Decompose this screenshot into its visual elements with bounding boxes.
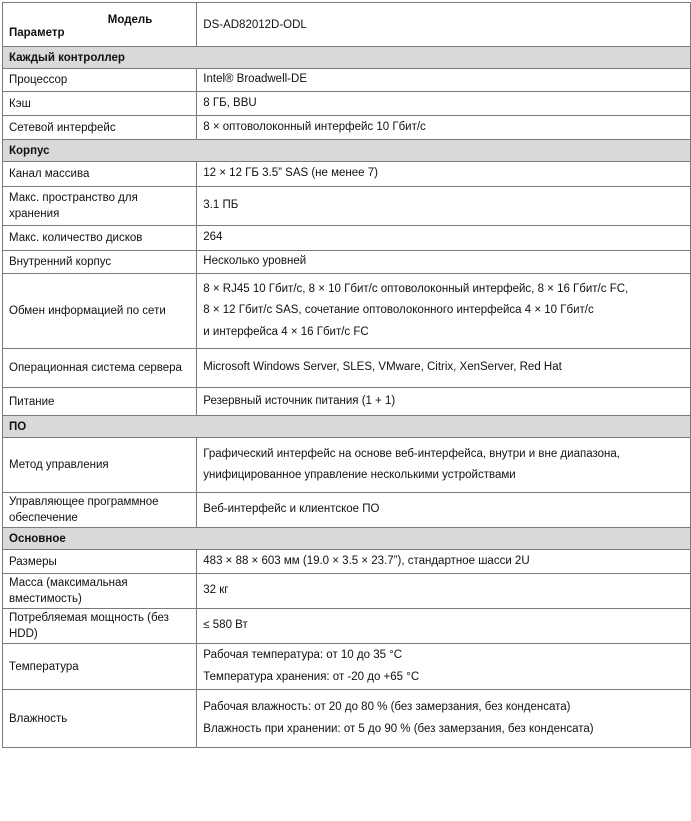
value-cell: [197, 550, 691, 574]
section-title: Каждый контроллер: [3, 47, 691, 69]
param-cell: Сетевой интерфейс: [3, 116, 197, 140]
value-line: Microsoft Windows Server, SLES, VMware, Citrix, XenServer, Red Hat: [203, 361, 562, 374]
param-cell: Обмен информацией по сети: [3, 274, 197, 349]
table-row: [3, 92, 691, 116]
section-title: Корпус: [3, 140, 691, 162]
table-row: [3, 274, 691, 349]
table-row: [3, 644, 691, 690]
value-cell: [197, 609, 691, 644]
table-row: [3, 388, 691, 416]
value-cell: [197, 690, 691, 748]
param-cell: Управляющее программное обеспечение: [3, 493, 197, 528]
value-cell: [197, 274, 691, 349]
value-line: Графический интерфейс на основе веб-интерфейса, внутри и вне диапазона,: [203, 447, 620, 460]
spec-table-body: [3, 3, 691, 748]
table-row: [3, 349, 691, 388]
model-label: Модель: [107, 14, 153, 26]
param-cell: Внутренний корпус: [3, 251, 197, 274]
table-row: [3, 493, 691, 528]
value-line: 12 × 12 ГБ 3.5” SAS (не менее 7): [203, 167, 378, 180]
table-row: [3, 162, 691, 187]
value-line: и интерфейса 4 × 16 Гбит/с FC: [203, 325, 369, 338]
value-line: Несколько уровней: [203, 255, 307, 268]
table-row: [3, 550, 691, 574]
value-cell: [197, 349, 691, 388]
value-line: 8 ГБ, BBU: [203, 96, 257, 109]
param-cell: Температура: [3, 644, 197, 690]
table-row: [3, 690, 691, 748]
value-cell: [197, 226, 691, 251]
table-row: [3, 251, 691, 274]
value-line: Intel® Broadwell-DE: [203, 73, 307, 86]
value-cell: [197, 388, 691, 416]
section-row: [3, 47, 691, 69]
param-cell: Влажность: [3, 690, 197, 748]
param-cell: Процессор: [3, 69, 197, 92]
table-row: [3, 187, 691, 226]
param-cell: Потребляемая мощность (без HDD): [3, 609, 197, 644]
param-cell: Метод управления: [3, 438, 197, 493]
value-line: Рабочая температура: от 10 до 35 °C: [203, 649, 403, 661]
value-line: 264: [203, 231, 223, 244]
value-cell: [197, 187, 691, 226]
value-line: Веб-интерфейс и клиентское ПО: [203, 503, 380, 516]
section-row: [3, 140, 691, 162]
param-cell: Макс. пространство для хранения: [3, 187, 197, 226]
model-value: DS-AD82012D-ODL: [197, 3, 691, 47]
param-cell: Размеры: [3, 550, 197, 574]
param-cell: Масса (максимальная вместимость): [3, 574, 197, 609]
value-cell: [197, 162, 691, 187]
value-cell: [197, 116, 691, 140]
param-label: Параметр: [9, 27, 65, 39]
value-line: ≤ 580 Вт: [203, 619, 248, 632]
table-row: [3, 574, 691, 609]
value-cell: [197, 92, 691, 116]
table-row: [3, 226, 691, 251]
value-line: Влажность при хранении: от 5 до 90 % (без замерзания, без конденсата): [203, 722, 594, 735]
value-line: 32 кг: [203, 584, 229, 597]
table-row: [3, 438, 691, 493]
header-row: [3, 3, 691, 47]
table-row: [3, 69, 691, 92]
param-cell: Канал массива: [3, 162, 197, 187]
value-cell: [197, 69, 691, 92]
param-cell: Операционная система сервера: [3, 349, 197, 388]
table-row: [3, 609, 691, 644]
value-cell: [197, 251, 691, 274]
table-row: [3, 116, 691, 140]
section-title: ПО: [3, 416, 691, 438]
value-line: 8 × 12 Гбит/с SAS, сочетание оптоволоконного интерфейса 4 × 10 Гбит/с: [203, 304, 594, 317]
value-line: Температура хранения: от -20 до +65 °C: [203, 670, 420, 683]
value-cell: [197, 493, 691, 528]
value-line: 3.1 ПБ: [203, 199, 239, 212]
value-cell: [197, 438, 691, 493]
section-row: [3, 528, 691, 550]
value-line: 8 × оптоволоконный интерфейс 10 Гбит/с: [203, 120, 426, 133]
header-corner-cell: [3, 3, 197, 47]
value-line: Рабочая влажность: от 20 до 80 % (без замерзания, без конденсата): [203, 701, 571, 713]
param-cell: Кэш: [3, 92, 197, 116]
section-title: Основное: [3, 528, 691, 550]
section-row: [3, 416, 691, 438]
value-cell: [197, 644, 691, 690]
value-line: унифицированное управление несколькими устройствами: [203, 469, 516, 481]
value-cell: [197, 574, 691, 609]
spec-table: [2, 2, 691, 748]
value-line: Резервный источник питания (1 + 1): [203, 394, 396, 407]
param-cell: Макс. количество дисков: [3, 226, 197, 251]
value-line: 8 × RJ45 10 Гбит/с, 8 × 10 Гбит/с оптоволоконный интерфейс, 8 × 16 Гбит/с FC,: [203, 282, 629, 295]
param-cell: Питание: [3, 388, 197, 416]
value-line: 483 × 88 × 603 мм (19.0 × 3.5 × 23.7”), стандартное шасси 2U: [203, 554, 530, 567]
